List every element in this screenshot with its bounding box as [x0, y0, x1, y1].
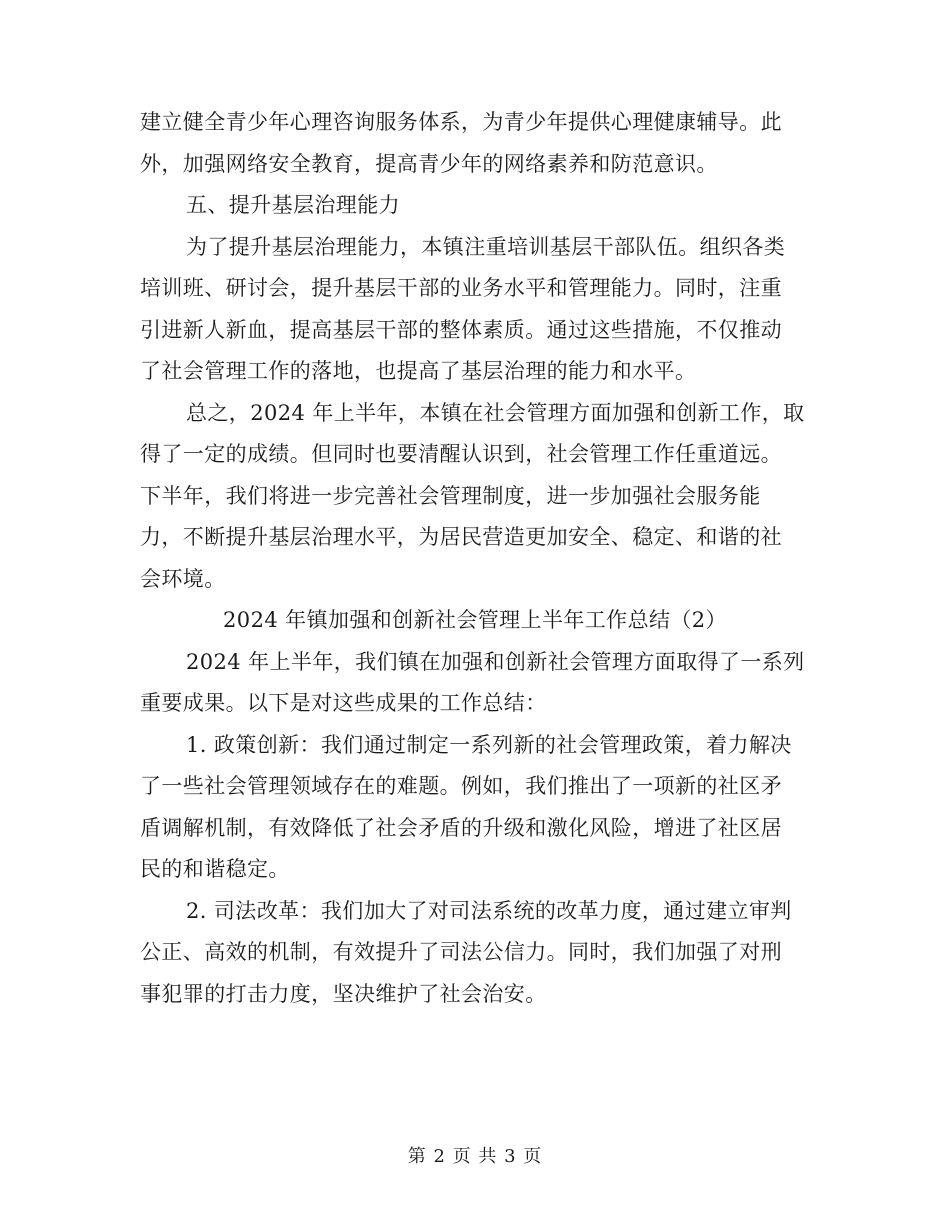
body-line: 会环境。 [140, 566, 226, 591]
body-line: 建立健全青少年心理咨询服务体系，为青少年提供心理健康辅导。此 [140, 110, 782, 134]
document-title: 2024 年镇加强和创新社会管理上半年工作总结（2） [223, 608, 727, 632]
body-line: 为了提升基层治理能力，本镇注重培训基层干部队伍。组织各类 [186, 234, 786, 259]
body-line: 了一些社会管理领域存在的难题。例如，我们推出了一项新的社区矛 [140, 774, 782, 798]
body-line: 力，不断提升基层治理水平，为居民营造更加安全、稳定、和谐的社 [140, 525, 782, 549]
body-line: 盾调解机制，有效降低了社会矛盾的升级和激化风险，增进了社区居 [140, 815, 782, 840]
section-heading: 五、提升基层治理能力 [186, 193, 400, 217]
body-line: 了社会管理工作的落地，也提高了基层治理的能力和水平。 [140, 359, 697, 383]
body-line: 2024 年上半年，我们镇在加强和创新社会管理方面取得了一系列 [186, 649, 805, 674]
body-line: 1. 政策创新：我们通过制定一系列新的社会管理政策，着力解决 [186, 732, 792, 757]
document-body [140, 102, 810, 1015]
body-line: 外，加强网络安全教育，提高青少年的网络素养和防范意识。 [140, 151, 718, 176]
body-line: 2. 司法改革：我们加大了对司法系统的改革力度，通过建立审判 [186, 898, 792, 923]
body-line: 重要成果。以下是对这些成果的工作总结： [140, 691, 547, 715]
body-line: 培训班、研讨会，提升基层干部的业务水平和管理能力。同时，注重 [140, 276, 782, 300]
page-footer: 第 2 页 共 3 页 [407, 1146, 543, 1167]
body-line: 引进新人新血，提高基层干部的整体素质。通过这些措施，不仅推动 [140, 317, 782, 342]
body-line: 事犯罪的打击力度，坚决维护了社会治安。 [140, 981, 547, 1006]
body-line: 下半年，我们将进一步完善社会管理制度，进一步加强社会服务能 [140, 483, 761, 508]
body-line: 民的和谐稳定。 [140, 857, 290, 881]
body-line: 得了一定的成绩。但同时也要清醒认识到，社会管理工作任重道远。 [140, 442, 782, 466]
body-line: 总之，2024 年上半年，本镇在社会管理方面加强和创新工作，取 [186, 400, 805, 425]
body-line: 公正、高效的机制，有效提升了司法公信力。同时，我们加强了对刑 [140, 940, 782, 964]
